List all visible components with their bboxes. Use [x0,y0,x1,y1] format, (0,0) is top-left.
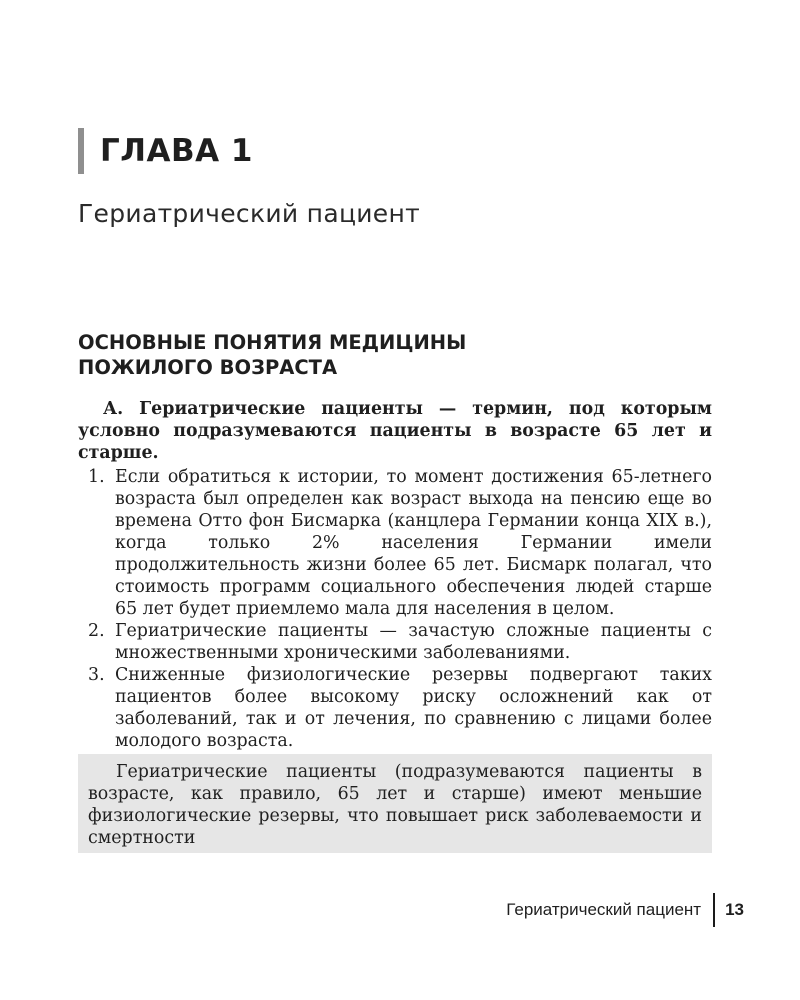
list-item [78,620,712,664]
list-item-text: Сниженные физиологические резервы подвергают таких пациентов более высокому риску осложнений как от заболеваний, так и от лечения, по сравнению с лицами более молодого возраста. [115,665,712,751]
running-title: Гериатрический пациент [506,900,702,919]
footer-divider [713,893,715,927]
list-item [78,664,712,752]
numbered-list [78,466,712,752]
list-item-number: 1. [88,467,105,487]
list-item-number: 2. [88,621,105,641]
page-footer [506,893,744,927]
list-item-text: Если обратиться к истории, то момент достижения 65-летнего возраста был определен как возраст выхода на пенсию еще во времена Отто фон Бисмарка (канцлера Германии конца XIX в.), когда только 2% населения Германии имели продолжительность жизни более 65 лет. Бисмарк полагал, что стоимость программ социального обеспечения людей старше 65 лет будет приемлемо мала для населения в целом. [115,467,712,619]
lead-paragraph: А. Гериатрические пациенты — термин, под которым условно подразумеваются пациенты в возрасте 65 лет и старше. [78,399,712,463]
list-item-number: 3. [88,665,105,685]
chapter-label: ГЛАВА 1 [78,128,253,174]
section-heading [78,330,718,380]
list-item [78,466,712,620]
list-item-text: Гериатрические пациенты — зачастую сложные пациенты с множественными хроническими заболеваниями. [115,621,712,663]
key-point-callout: Гериатрические пациенты (подразумеваются пациенты в возрасте, как правило, 65 лет и старше) имеют меньшие физиологические резервы, что повышает риск заболеваемости и смертности [78,754,712,853]
page-number: 13 [725,900,744,919]
chapter-title: Гериатрический пациент [78,199,421,228]
section-heading-line: ПОЖИЛОГО ВОЗРАСТА [78,356,338,379]
section-heading-line: ОСНОВНЫЕ ПОНЯТИЯ МЕДИЦИНЫ [78,331,467,354]
body-text [78,398,712,752]
